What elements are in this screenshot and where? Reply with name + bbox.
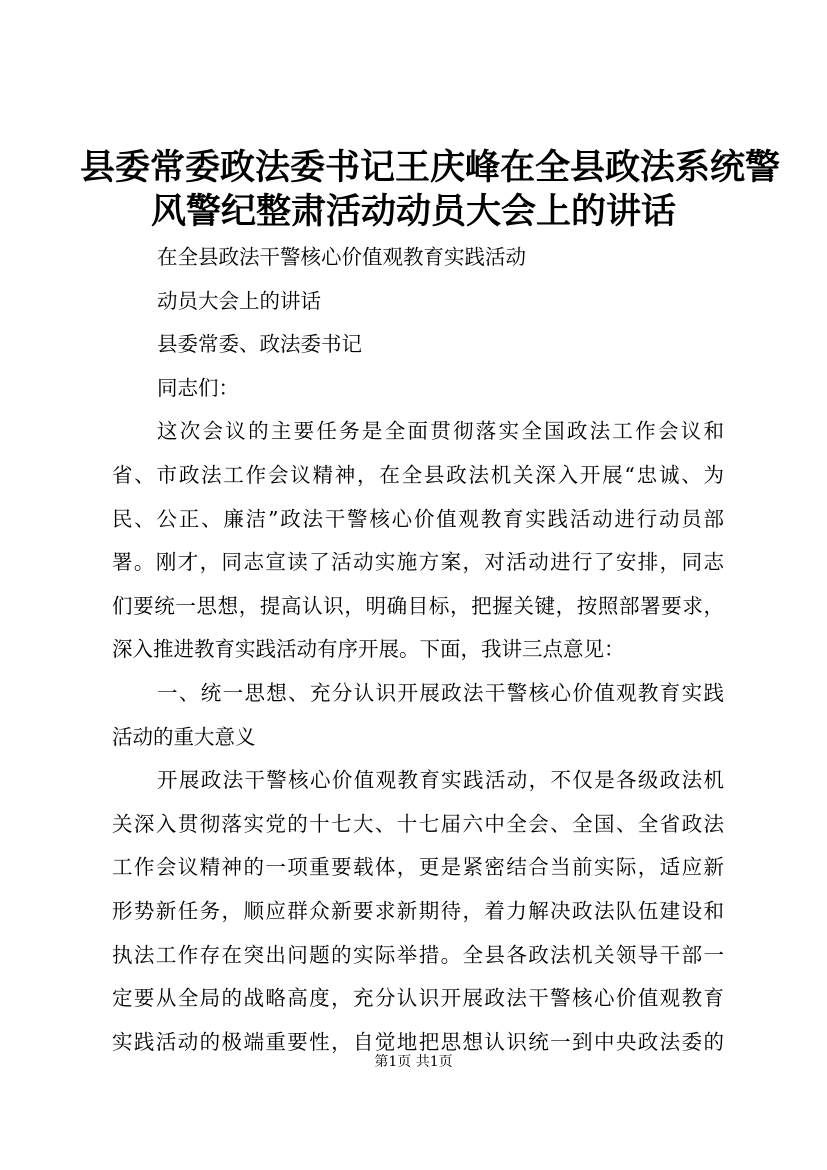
section-heading-line: 一、统一思想、充分认识开展政法干警核心价值观教育实践 xyxy=(157,680,724,705)
paragraph-line: 实践活动的极端重要性，自觉地把思想认识统一到中央政法委的 xyxy=(112,1029,724,1054)
paragraph-line: 这次会议的主要任务是全面贯彻落实全国政法工作会议和 xyxy=(157,419,724,444)
section-heading-line: 活动的重大意义 xyxy=(112,724,256,749)
paragraph-line: 工作会议精神的一项重要载体，更是紧密结合当前实际，适应新 xyxy=(112,855,724,880)
document-title-line-1: 县委常委政法委书记王庆峰在全县政法系统警 xyxy=(80,147,781,188)
paragraph-line: 执法工作存在突出问题的实际举措。全县各政法机关领导干部一 xyxy=(112,942,724,967)
salutation: 同志们： xyxy=(157,375,239,400)
paragraph-line: 形势新任务，顺应群众新要求新期待，着力解决政法队伍建设和 xyxy=(112,898,724,923)
document-body xyxy=(112,236,724,1064)
heading-line: 县委常委、政法委书记 xyxy=(157,332,362,357)
heading-line: 在全县政法干警核心价值观教育实践活动 xyxy=(157,245,526,269)
paragraph-line: 开展政法干警核心价值观教育实践活动，不仅是各级政法机 xyxy=(157,768,724,793)
paragraph-line: 定要从全局的战略高度，充分认识开展政法干警核心价值观教育 xyxy=(112,986,724,1011)
document-title-line-2: 风警纪整肃活动动员大会上的讲话 xyxy=(150,191,676,232)
paragraph-line: 省、市政法工作会议精神，在全县政法机关深入开展“忠诚、为 xyxy=(112,462,724,487)
paragraph-line: 民、公正、廉洁”政法干警核心价值观教育实践活动进行动员部 xyxy=(112,506,724,531)
paragraph-line: 关深入贯彻落实党的十七大、十七届六中全会、全国、全省政法 xyxy=(112,811,724,836)
paragraph-line: 们要统一思想，提高认识，明确目标，把握关键，按照部署要求， xyxy=(112,593,724,618)
paragraph-line: 署。刚才，同志宣读了活动实施方案，对活动进行了安排，同志 xyxy=(112,550,724,575)
heading-line: 动员大会上的讲话 xyxy=(157,288,321,313)
page-number-footer: 第1页 共1页 xyxy=(374,1054,453,1070)
paragraph-line: 深入推进教育实践活动有序开展。下面，我讲三点意见： xyxy=(112,637,625,662)
